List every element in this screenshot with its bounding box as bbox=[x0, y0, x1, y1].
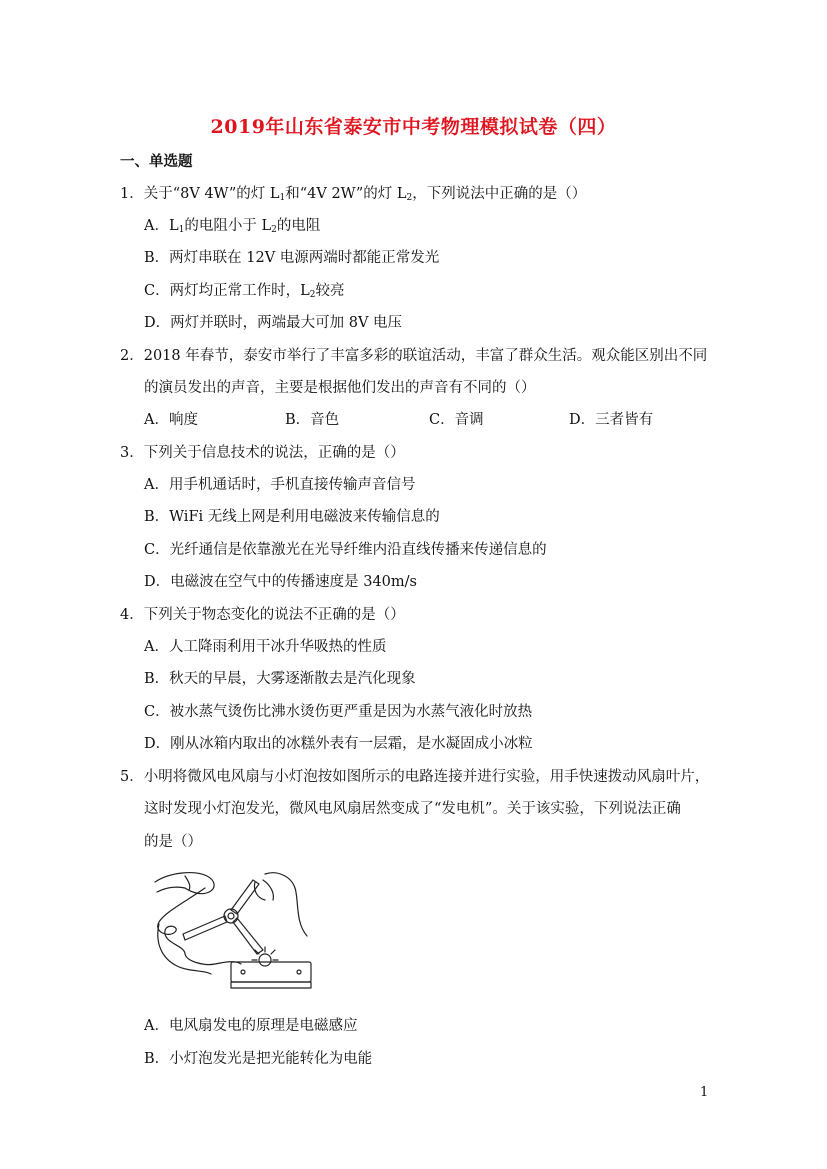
question-5-stem-line-2: 这时发现小灯泡发光，微风电风扇居然变成了“发电机”。关于该实验，下列说法正确 bbox=[144, 801, 681, 817]
question-5-option-b: B．小灯泡发光是把光能转化为电能 bbox=[144, 1051, 373, 1067]
question-3-stem: 3．下列关于信息技术的说法，正确的是（） bbox=[120, 445, 405, 461]
question-2-option-c: C．音调 bbox=[429, 412, 484, 428]
question-1-option-a: A．$L_1$的电阻小于 $L_2$的电阻 bbox=[144, 218, 321, 235]
question-3-option-d: D．电磁波在空气中的传播速度是 340m/s bbox=[144, 574, 417, 590]
right-hand bbox=[265, 873, 307, 936]
question-3-option-b: B．WiFi 无线上网是利用电磁波来传输信息的 bbox=[144, 509, 440, 525]
question-4-option-b: B．秋天的早晨，大雾逐渐散去是汽化现象 bbox=[144, 671, 416, 687]
section-heading: 一、单选题 bbox=[120, 153, 193, 170]
fan-hub bbox=[224, 909, 238, 923]
question-2-option-d: D．三者皆有 bbox=[569, 412, 654, 428]
fan-blade-2 bbox=[183, 916, 227, 940]
question-1-stem: 1．关于“8V 4W”的灯 $L_1$和“4V 2W”的灯 $L_2$，下列说法中正确的是（） bbox=[120, 186, 587, 203]
question-4-option-a: A．人工降雨利用干冰升华吸热的性质 bbox=[144, 639, 387, 655]
question-4-option-c: C．被水蒸气烫伤比沸水烫伤更严重是因为水蒸气液化时放热 bbox=[144, 704, 533, 720]
fan-generator-figure bbox=[145, 862, 317, 992]
question-5-option-a: A．电风扇发电的原理是电磁感应 bbox=[144, 1018, 358, 1034]
question-2-stem-line-2: 的演员发出的声音，主要是根据他们发出的声音有不同的（） bbox=[144, 380, 536, 396]
fan-blade-3 bbox=[233, 918, 263, 954]
question-4-option-d: D．刚从冰箱内取出的冰糕外表有一层霜，是水凝固成小冰粒 bbox=[144, 736, 533, 752]
question-2-stem-line-1: 2．2018 年春节，泰安市举行了丰富多彩的联谊活动，丰富了群众生活。观众能区别出不同 bbox=[120, 348, 708, 364]
question-1-option-d: D．两灯并联时，两端最大可加 8V 电压 bbox=[144, 315, 403, 331]
paper-title: 2019年山东省泰安市中考物理模拟试卷（四） bbox=[210, 116, 617, 138]
bulb-icon bbox=[259, 954, 271, 966]
question-2-option-b: B．音色 bbox=[285, 412, 340, 428]
page-number: 1 bbox=[700, 1085, 709, 1100]
question-1-option-c: C．两灯均正常工作时，$L_2$较亮 bbox=[144, 283, 345, 300]
question-2-option-a: A．响度 bbox=[144, 412, 198, 428]
question-5-stem-line-3: 的是（） bbox=[144, 834, 202, 850]
question-3-option-a: A．用手机通话时，手机直接传输声音信号 bbox=[144, 477, 416, 493]
wire bbox=[185, 954, 241, 965]
question-3-option-c: C．光纤通信是依靠激光在光导纤维内沿直线传播来传递信息的 bbox=[144, 542, 547, 558]
wire-coil bbox=[158, 888, 205, 954]
question-5-stem-line-1: 5．小明将微风电风扇与小灯泡按如图所示的电路连接并进行实验，用手快速拨动风扇叶片， bbox=[120, 769, 710, 785]
bulb-board bbox=[231, 962, 311, 982]
question-4-stem: 4．下列关于物态变化的说法不正确的是（） bbox=[120, 607, 405, 623]
question-1-option-b: B．两灯串联在 12V 电源两端时都能正常发光 bbox=[144, 250, 440, 266]
